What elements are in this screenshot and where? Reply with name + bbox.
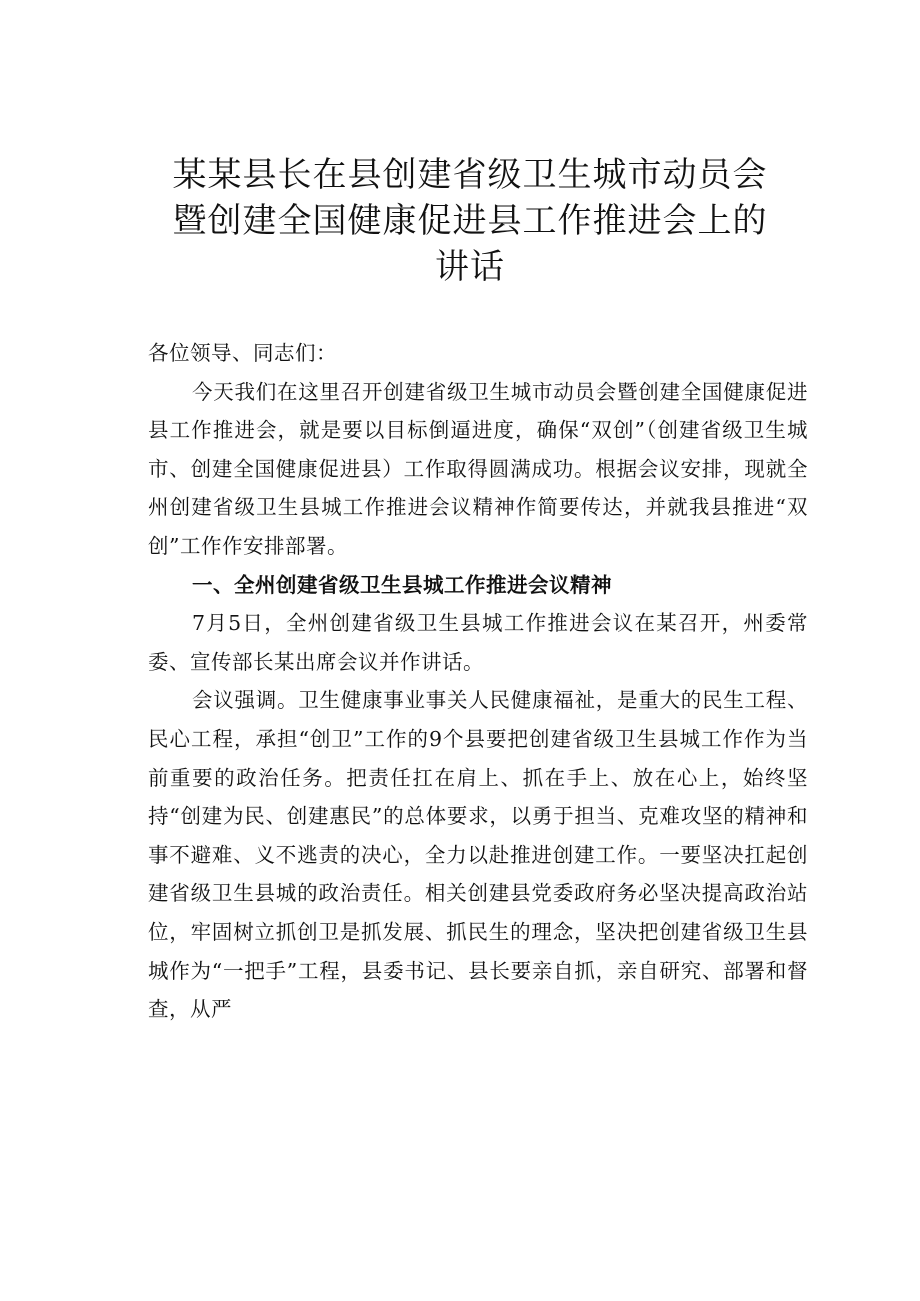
- document-body: [148, 334, 808, 1029]
- document-title: [120, 152, 820, 290]
- paragraph-intro: 今天我们在这里召开创建省级卫生城市动员会暨创建全国健康促进县工作推进会，就是要以目标倒逼进度，确保“双创”（创建省级卫生城市、创建全国健康促进县）工作取得圆满成功。根据会议安排，现就全州创建省级卫生县城工作推进会议精神作简要传达，并就我县推进“双创”工作作安排部署。: [148, 379, 808, 558]
- title-line-2: 暨创建全国健康促进县工作推进会上的: [172, 201, 768, 241]
- title-line-3: 讲话: [435, 247, 505, 287]
- salutation: 各位领导、同志们：: [148, 341, 337, 365]
- title-line-1: 某某县长在县创建省级卫生城市动员会: [172, 155, 768, 195]
- paragraph-emphasis: 会议强调。卫生健康事业事关人民健康福祉，是重大的民生工程、民心工程，承担“创卫”工作的9个县要把创建省级卫生县城工作作为当前重要的政治任务。把责任扛在肩上、抓在手上、放在心上，始终坚持“创建为民、创建惠民”的总体要求，以勇于担当、克难攻坚的精神和事不避难、义不逃责的决心，全力以赴推进创建工作。一要坚决扛起创建省级卫生县城的政治责任。相关创建县党委政府务必坚决提高政治站位，牢固树立抓创卫是抓发展、抓民生的理念，坚决把创建省级卫生县城作为“一把手”工程，县委书记、县长要亲自抓，亲自研究、部署和督查，从严: [148, 688, 808, 1022]
- section-heading-1: 一、全州创建省级卫生县城工作推进会议精神: [192, 572, 612, 597]
- paragraph-meeting: 7月5日，全州创建省级卫生县城工作推进会议在某召开，州委常委、宣传部长某出席会议并作讲话。: [148, 611, 808, 674]
